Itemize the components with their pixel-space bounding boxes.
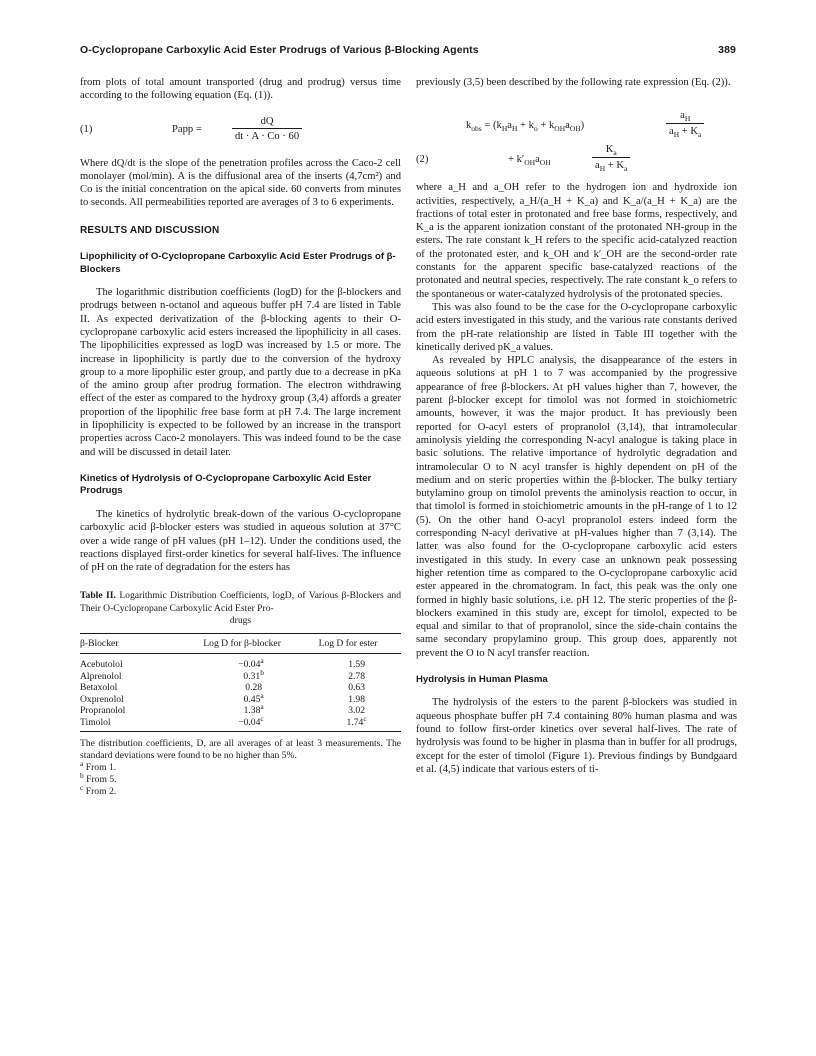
- paragraph-lipophilicity: The logarithmic distribution coefficients (logD) for the β-blockers and prodrugs between n-octanol and aqueous buffer pH 7.4 are listed in Table II. As expected derivatization of the β-blocking agents to their O-cyclopropane carboxylic acid esters increased the lipophilicity in all cases. The lipophilicities expressed as logD was increased by 1.5 or more. The increase in lipophilicity is partly due to the conversion of the hydroxy group to a more lipophilic ester group, and partly due to a decrease in pKa of the amino group after prodrug formation. The electron withdrawing effect of the ester as compared to the hydroxy group (3,4) affords a greater proportion of the lipophilic free base form at pH 7.4. The large increment in lipophilicity is expected to be followed by an increase in the transport properties across Caco-2 monolayers. This was indeed found to be the case and will be discussed in detail later.: [80, 287, 401, 458]
- equation-2-line-2: + $k'_{OH}a_{OH}$: [508, 154, 551, 168]
- table-cell-logd-blocker: 1.38$^a$: [243, 702, 264, 717]
- right-column: [416, 76, 737, 776]
- table-cell-logd-ester: 2.78: [348, 670, 366, 682]
- table-row: [80, 717, 401, 732]
- subheading-kinetics: Kinetics of Hydrolysis of O-Cyclopropane Carboxylic Acid Ester Prodrugs: [80, 472, 372, 497]
- table-row: [80, 694, 401, 706]
- paragraph-plasma: The hydrolysis of the esters to the parent β-blockers was studied in aqueous phosphate buffer pH 7.4 containing 80% human plasma and was found to follow first-order kinetics over several half-lives. The rate of hydrolysis was found to be higher in plasma than in buffer for all prodrugs, except for the ester of timolol (Figure 1). Previous findings by Bundgaard et al. (4,5) indicate that various esters of ti-: [416, 697, 737, 775]
- table-label: Table II.: [80, 590, 116, 602]
- table-cell-name: Propranolol: [80, 705, 126, 717]
- table-cell-name: Betaxolol: [80, 682, 118, 694]
- table-cell-logd-blocker: −0.04$^a$: [238, 655, 264, 670]
- table-row: [80, 653, 401, 670]
- paragraph-intro-left: from plots of total amount transported (drug and prodrug) versus time according to the following equation (Eq. (1)).: [80, 77, 401, 102]
- equation-2: [416, 109, 737, 175]
- table-note-mark: a: [260, 655, 264, 665]
- table-cell-name: Acebutolol: [80, 658, 123, 670]
- paragraph-where-right: where a_H and a_OH refer to the hydrogen ion and hydroxide ion activities, respectively, a_H/(a_H + K_a) and K_a/(a_H + K_a) are the fractions of total ester in protonated and free base forms, respectively, and K_a is the apparent ionization constant of the protonated NH-group in the esters. The rate constant k_H refers to the specific acid-catalyzed reaction of the protonated ester, and k_OH and k′_OH are the second-order rate constants for the apparent specific base-catalyzed reactions of the protonated and neutral species, respectively. The rate constant k_o refers to the spontaneous or water-catalyzed hydrolysis of the protonated species.: [416, 182, 737, 300]
- footnote: [80, 771, 401, 786]
- table-header-cell: Log D for β-blocker: [203, 638, 281, 650]
- table-note-mark: c: [363, 713, 367, 723]
- table-cell-logd-blocker: 0.31$^b$: [243, 667, 264, 682]
- table-row: [80, 671, 401, 683]
- equation-1-lhs: Papp =: [172, 123, 202, 135]
- table-note: The distribution coefficients, D, are all averages of at least 3 measurements. The standard deviations were found to be no higher than 5%.: [80, 738, 401, 762]
- footnote: [80, 783, 401, 798]
- equation-2-fraction-1: $\frac{a_H}{a_H + K_a}$: [666, 109, 704, 138]
- equation-1-denominator: dt · A · Co · 60: [232, 128, 302, 143]
- running-head: [80, 44, 736, 56]
- table-header-row: [80, 634, 401, 654]
- footnote-mark: a: [80, 759, 84, 769]
- table-cell-logd-blocker: 0.28: [245, 682, 263, 694]
- footnote-text: From 5.: [86, 774, 117, 786]
- footnote-mark: b: [80, 771, 84, 781]
- equation-1-fraction: [232, 115, 302, 144]
- table-row: [80, 705, 401, 717]
- table-cell-logd-blocker: 0.45$^a$: [243, 690, 264, 705]
- equation-2-line-1: $k_{obs} = (k_Ha_H + k_o + k_{OH}a_{OH})$: [466, 120, 585, 134]
- running-head-title: O-Cyclopropane Carboxylic Acid Ester Prodrugs of Various β-Blocking Agents: [80, 44, 479, 56]
- table-cell-logd-ester: 1.74$^c$: [346, 713, 367, 728]
- paragraph-where-left: Where dQ/dt is the slope of the penetration profiles across the Caco-2 cell monolayer (mol/min). A is the diffusional area of the inserts (4,7cm²) and Co is the initial concentration on the apical side. 60 converts from minutes to seconds. All permeabilities reported are averages of 3 to 6 experiments.: [80, 157, 401, 209]
- table-cell-logd-ester: 0.63: [348, 682, 366, 694]
- table-header-cell: Log D for ester: [318, 638, 378, 650]
- footnote-text: From 1.: [85, 762, 117, 774]
- table-cell-name: Timolol: [80, 716, 111, 728]
- table-cell-logd-ester: 1.59: [348, 658, 366, 670]
- equation-1-number: (1): [80, 123, 93, 135]
- table-note-mark: b: [260, 667, 264, 677]
- paragraph-also: This was also found to be the case for the O-cyclopropane carboxylic acid esters investigated in this study, and the various rate constants derived from the pH-rate relationship are listed in Table III together with the kinetically derived pK_a values.: [416, 301, 737, 353]
- table-footnotes: [80, 759, 401, 798]
- subheading-plasma: Hydrolysis in Human Plasma: [416, 673, 548, 685]
- equation-1-numerator: dQ: [260, 115, 274, 127]
- paragraph-hplc: As revealed by HPLC analysis, the disappearance of the esters in aqueous solutions at pH 1 to 7 was accompanied by the progressive appearance of free β-blockers. At pH values higher than 7, however, the parent β-blocker except for timolol was not formed in stoichiometric amounts, however, it was the major product. It has previously been reported for O-acyl esters of propranolol (3,14), that intramolecular aminolysis yielding the corresponding N-acyl analogue is taking place in basic solutions. The relative importance of hydrolytic degradation and intramolecular O to N acyl transfer is highly dependent on pH of the medium and on steric properties within the β-blocker. The bulky tertiary butylamino group on timolol prevents the aminolysis reaction to occur, in that timolol is formed in stoichiometric amounts in the pH-range of 1 to 12 (5). On the other hand O-acyl propranolol esters indeed form the corresponding N-acyl derivative at pH-values higher than 7 (3,14). The latter was also found for the O-cyclopropane carboxylic acid esters investigated in this study. In every case an unknown peak possessing higher retention time as compared to the O-cyclopropane carboxylic acid ester appeared in the chromatogram. In fact, this peak was the only one formed in highly basic solutions, i.e. pH 12. The steric properties of the β-blockers examined in this study are, except for timolol, expected to be equal and similar to that of propranolol, since the side-chain contains the same secondary propylamino group. This group does, apparently not prevent the O to N acyl transfer reaction.: [416, 355, 737, 659]
- equation-2-number: (2): [416, 154, 429, 166]
- table-cell-name: Oxprenolol: [80, 693, 124, 705]
- table-note-mark: c: [260, 713, 264, 723]
- table-cell-logd-ester: 1.98: [348, 693, 366, 705]
- table-caption-text: Logarithmic Distribution Coefficients, logD, of Various β-Blockers and Their O-Cyclopropane Carboxylic Acid Ester Pro-: [80, 590, 401, 614]
- subheading-lipophilicity: Lipophilicity of O-Cyclopropane Carboxylic Acid Ester Prodrugs of β-Blockers: [80, 251, 396, 275]
- equation-2-fraction-2: $\frac{K_a}{a_H + K_a}$: [592, 143, 630, 172]
- footnote: [80, 759, 401, 774]
- table-note-mark: a: [260, 702, 264, 712]
- table-row: [80, 682, 401, 694]
- logd-table: [80, 633, 401, 732]
- table-body: [80, 653, 401, 732]
- footnote-text: From 2.: [85, 786, 117, 798]
- table-caption: [80, 590, 401, 627]
- table-cell-name: Alprenolol: [80, 670, 122, 682]
- table-note-mark: a: [260, 690, 264, 700]
- paragraph-intro-right: previously (3,5) been described by the following rate expression (Eq. (2)).: [416, 77, 731, 88]
- table-header-cell: β-Blocker: [80, 638, 119, 650]
- left-column: [80, 76, 401, 798]
- footnote-mark: c: [80, 783, 84, 793]
- table-cell-logd-blocker: −0.04$^c$: [238, 713, 264, 728]
- section-heading-results: RESULTS AND DISCUSSION: [80, 224, 220, 236]
- page-number: 389: [718, 44, 736, 56]
- equation-1: [80, 111, 401, 151]
- table-cell-logd-ester: 3.02: [348, 705, 366, 717]
- paragraph-kinetics: The kinetics of hydrolytic break-down of the various O-cyclopropane carboxylic acid β-blocker esters was studied in aqueous solution at 37°C over a wide range of pH values (pH 1–12). Under the conditions used, the reactions displayed first-order kinetics for several half-lives. The influence of pH on the rate of degradation for the esters has: [80, 508, 401, 574]
- table-caption-end: drugs: [229, 615, 252, 627]
